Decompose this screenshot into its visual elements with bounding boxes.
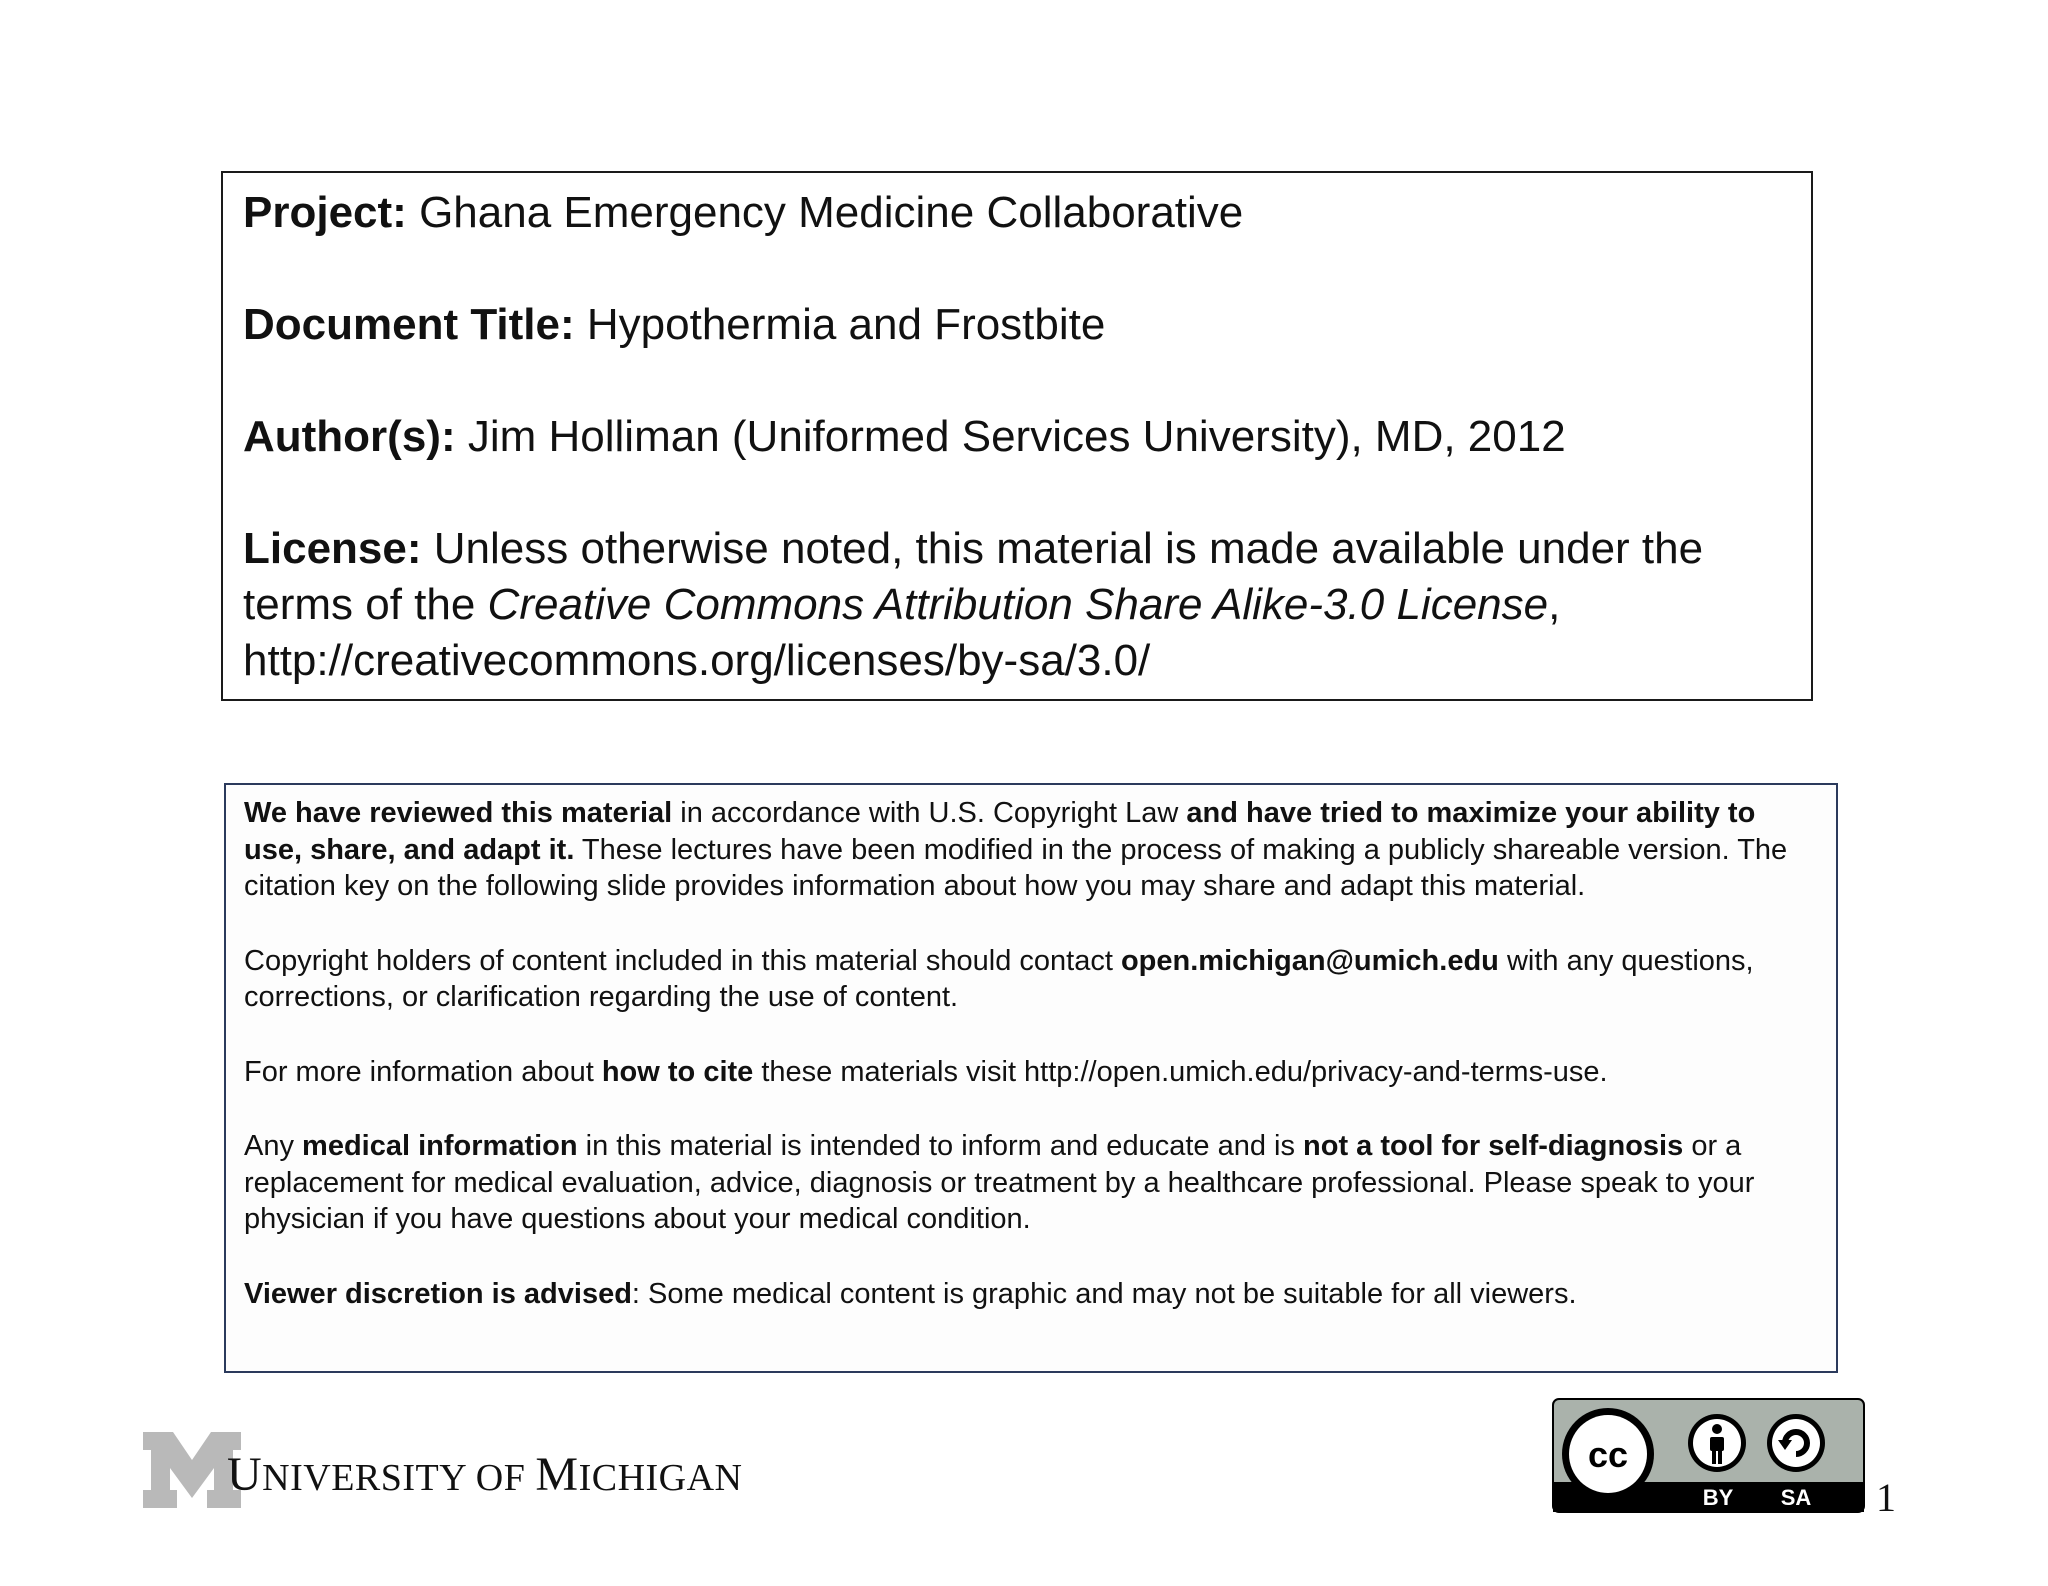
notice-paragraph-cite	[244, 1054, 1818, 1091]
copyright-notice-box	[224, 783, 1838, 1373]
license-line	[243, 521, 1789, 689]
wordmark-niversity-of: NIVERSITY OF	[262, 1457, 536, 1499]
notice-cite-text: For more information about	[244, 1055, 594, 1088]
notice-contact-text-2: with any questions, corrections, or clarification regarding the use of content.	[244, 944, 1754, 1013]
share-alike-icon	[1767, 1414, 1825, 1472]
cc-label: cc	[1587, 1434, 1629, 1475]
document-title-line	[243, 297, 1789, 353]
notice-paragraph-discretion	[244, 1276, 1818, 1313]
notice-maximize-bold: and have tried to maximize your ability to use, share, and adapt it.	[244, 797, 1756, 866]
notice-paragraph-review	[244, 795, 1818, 905]
license-label: License:	[243, 524, 422, 573]
author-line	[243, 409, 1789, 465]
document-info-box	[221, 171, 1813, 701]
notice-discretion-bold: Viewer discretion is advised	[244, 1277, 632, 1310]
wordmark-u: U	[227, 1448, 263, 1501]
university-wordmark	[227, 1448, 743, 1508]
notice-review-bold: We have reviewed this material	[244, 797, 673, 829]
project-value: Ghana Emergency Medicine Collaborative	[419, 188, 1244, 237]
notice-modified-text: These lectures have been modified in the process of making a publicly shareable version. The citation key on the following slide provides information about how you may share and adapt this material.	[244, 833, 1788, 902]
project-label: Project:	[243, 188, 407, 237]
document-title-label: Document Title:	[243, 300, 575, 349]
license-comma: ,	[1548, 580, 1561, 629]
author-value: Jim Holliman (Uniformed Services University), MD, 2012	[467, 412, 1566, 461]
notice-paragraph-contact	[244, 943, 1818, 1016]
notice-discretion-text: : Some medical content is graphic and may not be suitable for all viewers.	[631, 1277, 1577, 1310]
license-url[interactable]: http://creativecommons.org/licenses/by-sa/3.0/	[243, 636, 1151, 685]
creative-commons-icon	[1562, 1408, 1654, 1500]
notice-medical-text: Any	[244, 1130, 294, 1162]
notice-medical-text-2: in this material is intended to inform and educate and is	[585, 1130, 1295, 1162]
notice-self-diagnosis-bold: not a tool for self-diagnosis	[1303, 1130, 1684, 1162]
document-title-value: Hypothermia and Frostbite	[586, 300, 1106, 349]
license-name: Creative Commons Attribution Share Alike-3.0 License	[487, 580, 1549, 629]
sa-label: SA	[1780, 1485, 1812, 1510]
license-text: Unless otherwise noted, this material is made available under the terms of the	[243, 524, 1704, 629]
notice-cite-bold: how to cite	[601, 1055, 754, 1088]
by-label: BY	[1702, 1485, 1734, 1510]
notice-contact-email[interactable]: open.michigan@umich.edu	[1120, 944, 1499, 977]
notice-cite-text-2: these materials visit http://open.umich.edu/privacy-and-terms-use.	[761, 1055, 1608, 1088]
attribution-person-icon	[1688, 1414, 1746, 1472]
cc-by-sa-badge	[1552, 1398, 1865, 1513]
wordmark-m: M	[535, 1448, 579, 1501]
notice-paragraph-medical	[244, 1128, 1818, 1238]
wordmark-ichigan: ICHIGAN	[578, 1457, 743, 1499]
page-number: 1	[1876, 1475, 1896, 1520]
notice-medical-bold: medical information	[302, 1130, 578, 1162]
notice-contact-text: Copyright holders of content included in this material should contact	[244, 944, 1113, 977]
notice-medical-text-3: or a replacement for medical evaluation, advice, diagnosis or treatment by a healthcare professional. Please speak to your physician if you have questions about your medical condition.	[244, 1130, 1755, 1235]
university-of-michigan-logo	[143, 1428, 743, 1508]
notice-review-text: in accordance with U.S. Copyright Law	[680, 797, 1179, 829]
author-label: Author(s):	[243, 412, 456, 461]
project-line	[243, 185, 1789, 241]
